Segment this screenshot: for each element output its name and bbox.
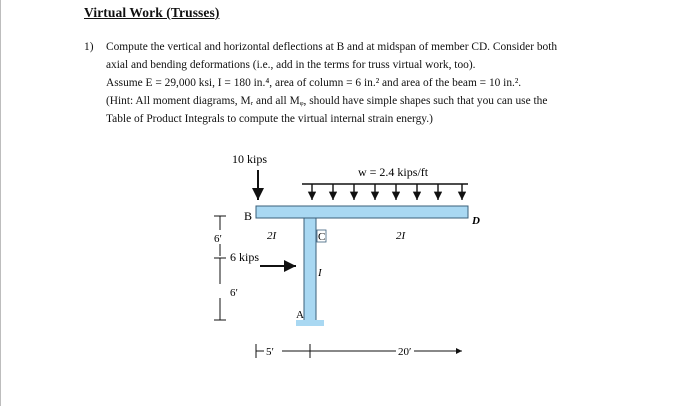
distributed-load-arrows [302, 184, 468, 200]
column-member [304, 206, 316, 324]
frame-diagram [200, 148, 520, 378]
beam-right-moi: 2I [396, 230, 406, 242]
frame-figure [200, 148, 520, 378]
dimension-lower: 6′ [230, 287, 238, 299]
problem-line-1: Compute the vertical and horizontal deflections at B and at midspan of member CD. Consider both [106, 41, 558, 53]
problem-line-2: axial and bending deformations (i.e., add in the terms for truss virtual work, too). [106, 59, 476, 71]
problem-number: 1) [84, 41, 94, 53]
lateral-load-label: 6 kips [230, 250, 260, 264]
page-left-border [0, 0, 1, 406]
problem-line-4: (Hint: All moment diagrams, Mᵣ and all Mᵩ, should have simple shapes such that you can use the [106, 95, 548, 107]
horizontal-dimension-lines [256, 344, 462, 358]
problem-line-3: Assume E = 29,000 ksi, I = 180 in.⁴, area of column = 6 in.² and area of the beam = 10 in.². [106, 77, 522, 89]
label-D: D [472, 215, 480, 227]
beam-member [256, 206, 468, 218]
vertical-dimension-lines [214, 216, 226, 320]
dimension-20ft: 20′ [398, 346, 412, 358]
column-moi: I [318, 267, 322, 279]
distributed-load-label: w = 2.4 kips/ft [358, 165, 429, 179]
dimension-5ft: 5′ [266, 346, 274, 358]
beam-left-moi: 2I [267, 230, 277, 242]
point-load-label: 10 kips [232, 152, 268, 166]
label-C: C [318, 231, 326, 243]
label-B: B [244, 209, 253, 223]
page-title: Virtual Work (Trusses) [84, 5, 220, 20]
label-A: A [296, 309, 304, 321]
dimension-upper: 6′ [214, 233, 222, 245]
problem-line-5: Table of Product Integrals to compute the virtual internal strain energy.) [106, 113, 433, 125]
